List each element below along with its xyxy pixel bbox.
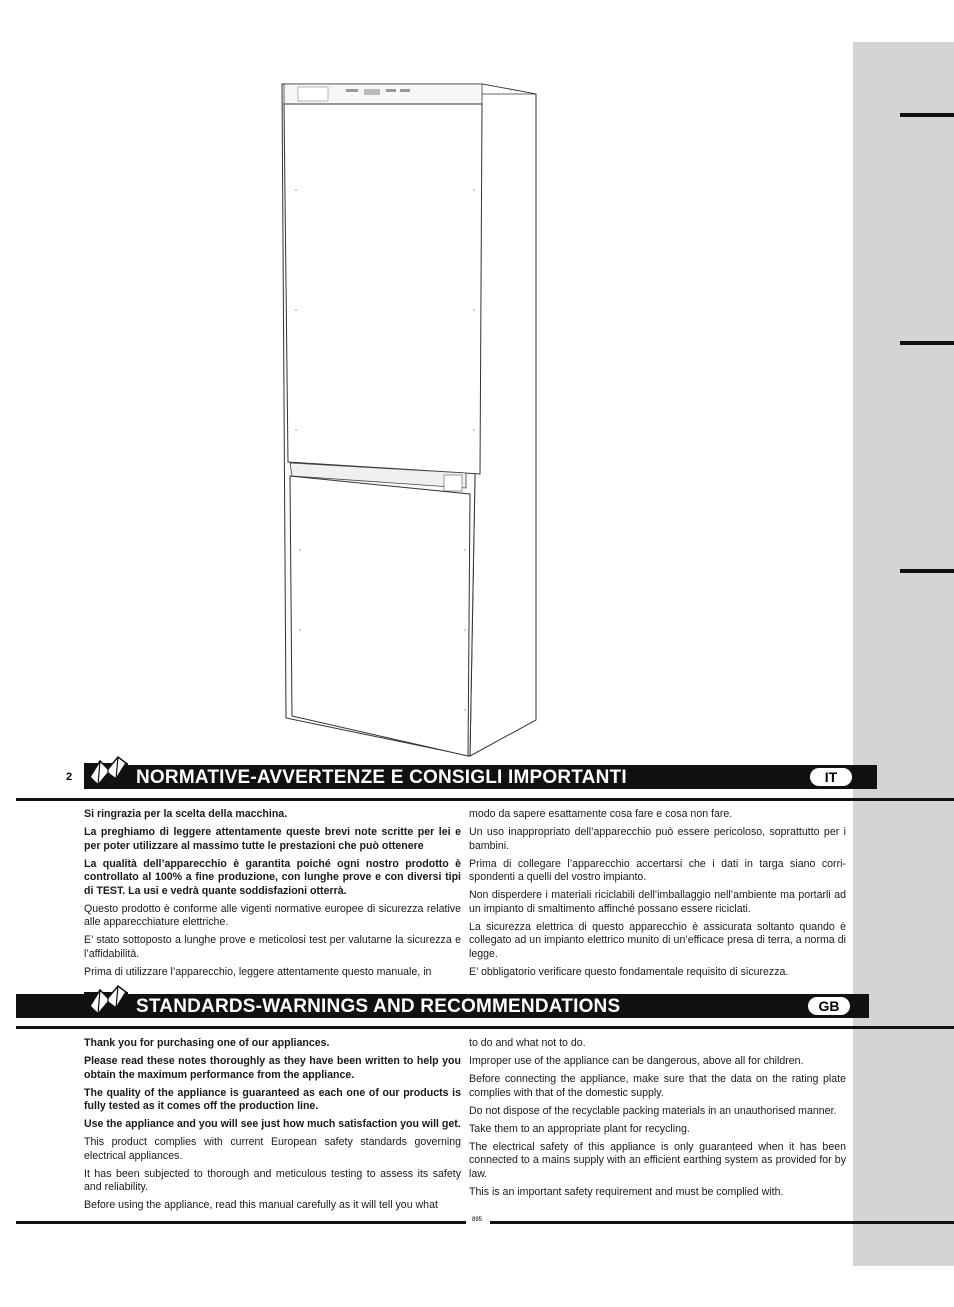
paragraph: La sicurezza elettrica di questo apparecchio è assicurata soltanto quando è collegato ad un impianto elettrico munito di un’efficace presa di terra, a norma di legge. [469, 920, 846, 960]
book-icon [84, 755, 128, 789]
paragraph: Non disperdere i materiali riciclabili dell’imballaggio nell’ambiente ma portarli ad un impianto di smaltimento affinché possano essere riciclati. [469, 889, 846, 915]
paragraph: La qualità dell’apparecchio è garantita poiché ogni nostro prodotto è controllato al 100% a fine produzione, con lunghe prove e con diversi tipi di TEST. La usi e vedrà quante soddisfazioni otterrà. [84, 857, 461, 897]
footer-code: 895 [472, 1217, 483, 1223]
paragraph: It has been subjected to thorough and meticulous testing to assess its safety and reliability. [84, 1167, 461, 1193]
text-column-it-right [469, 808, 846, 984]
paragraph: E’ obbligatorio verificare questo fondamentale requisito di sicurezza. [469, 965, 789, 978]
divider-line [16, 798, 954, 801]
paragraph: to do and what not to do. [469, 1037, 586, 1049]
paragraph: Before connecting the appliance, make sure that the data on the rating plate complies with that of the domestic supply. [469, 1073, 846, 1099]
paragraph: Do not dispose of the recyclable packing materials in an unauthorised manner. [469, 1104, 837, 1117]
paragraph: Thank you for purchasing one of our appliances. [84, 1037, 330, 1049]
paragraph: This is an important safety requirement and must be complied with. [469, 1185, 784, 1198]
paragraph: This product complies with current European safety standards governing electrical appliances. [84, 1136, 461, 1162]
paragraph: Si ringrazia per la scelta della macchina. [84, 808, 288, 820]
page-number: 2 [66, 771, 73, 783]
text-column-it-left [84, 808, 461, 984]
paragraph: E’ stato sottoposto a lunghe prove e meticolosi test per valutarne la sicurezza e l’affidabilità. [84, 934, 461, 960]
paragraph: Please read these notes thoroughly as they have been written to help you obtain the maximum performance from the appliance. [84, 1055, 461, 1081]
paragraph: Use the appliance and you will see just how much satisfaction you will get. [84, 1118, 461, 1130]
section-title-it: NORMATIVE-AVVERTENZE E CONSIGLI IMPORTANTI [136, 767, 627, 788]
side-marker [900, 113, 954, 117]
bottom-rule-left [16, 1221, 466, 1224]
language-badge-gb: GB [808, 997, 850, 1015]
language-badge-it: IT [810, 768, 852, 786]
paragraph: Improper use of the appliance can be dangerous, above all for children. [469, 1055, 804, 1067]
text-column-gb-right [469, 1037, 846, 1204]
paragraph: Prima di collegare l’apparecchio accertarsi che i dati in targa siano corri- spondenti a quelli del vostro impianto. [469, 857, 846, 883]
paragraph: The quality of the appliance is guaranteed as each one of our products is fully tested as it comes off the production line. [84, 1086, 461, 1112]
fridge-illustration [270, 70, 545, 760]
paragraph: Questo prodotto è conforme alle vigenti normative europee di sicurezza relative alle apparecchiature elettriche. [84, 902, 461, 928]
side-tab-band [853, 42, 954, 1266]
paragraph: Prima di utilizzare l’apparecchio, leggere attentamente questo manuale, in [84, 965, 432, 978]
paragraph: Before using the appliance, read this manual carefully as it will tell you what [84, 1199, 438, 1211]
paragraph: The electrical safety of this appliance is only guaranteed when it has been connected to a mains supply with an efficient earthing system as provided for by law. [469, 1140, 846, 1180]
bottom-rule-right [490, 1221, 954, 1224]
paragraph: La preghiamo di leggere attentamente queste brevi note scritte per lei e per poter utilizzare al massimo tutte le prestazioni che può ottenere [84, 826, 461, 852]
book-icon [84, 984, 128, 1018]
section-title-gb: STANDARDS-WARNINGS AND RECOMMENDATIONS [136, 996, 621, 1017]
paragraph: Take them to an appropriate plant for recycling. [469, 1122, 690, 1135]
side-marker [900, 341, 954, 345]
side-marker [900, 569, 954, 573]
paragraph: Un uso inappropriato dell’apparecchio può essere pericoloso, soprattutto per i bambini. [469, 826, 846, 852]
paragraph: modo da sapere esattamente cosa fare e cosa non fare. [469, 808, 733, 820]
divider-line [16, 1026, 954, 1029]
text-column-gb-left [84, 1037, 461, 1217]
